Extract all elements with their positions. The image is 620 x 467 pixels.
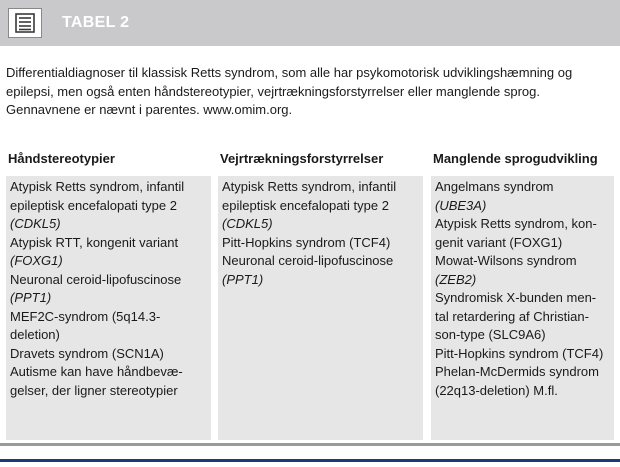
list-item: (22q13-deletion) M.fl. xyxy=(435,382,558,398)
list-item: Autisme kan have håndbevæ- xyxy=(10,364,183,379)
column-haandstereotypier xyxy=(6,150,185,398)
list-item: epileptisk encefalopati type 2 xyxy=(222,197,389,213)
table-header-bar xyxy=(0,0,620,46)
list-item: Neuronal ceroid-lipofuscinose xyxy=(10,271,182,287)
list-item: Pitt-Hopkins syndrom (TCF4) xyxy=(435,345,604,361)
list-item: Atypisk Retts syndrom, kon- xyxy=(435,216,597,231)
bottom-divider xyxy=(0,443,620,446)
list-item: MEF2C-syndrom (5q14.3- xyxy=(10,308,161,324)
list-item: Atypisk Retts syndrom, infantil xyxy=(10,179,185,194)
list-item: (CDKL5) xyxy=(10,216,61,231)
table-label: TABEL 2 xyxy=(62,14,130,31)
column-heading: Manglende sprogudvikling xyxy=(433,151,598,166)
list-item: Phelan-McDermids syndrom xyxy=(435,364,599,379)
column-heading: Håndstereotypier xyxy=(8,151,115,166)
list-item: (ZEB2) xyxy=(435,271,477,287)
column-vejrtraekningsforstyrrelser xyxy=(218,150,397,287)
list-item: Atypisk RTT, kongenit variant xyxy=(10,234,179,250)
list-item: genit variant (FOXG1) xyxy=(435,234,563,250)
list-item: gelser, der ligner stereotypier xyxy=(10,382,178,398)
table-caption: Differentialdiagnoser til klassisk Retts syndrom, som alle har psykomotorisk udviklingshæmning og epilepsi, men også enten håndstereotypier, vejrtrækningsforstyrrelser eller manglende sprog. Gennavnene er nævnt i parentes. www.omim.org. xyxy=(6,65,573,117)
column-body xyxy=(6,176,211,440)
list-item: Angelmans syndrom xyxy=(435,179,554,194)
list-item: (CDKL5) xyxy=(222,216,273,231)
list-item: (PPT1) xyxy=(10,290,52,305)
list-item: (PPT1) xyxy=(222,271,264,287)
column-body xyxy=(218,176,423,440)
list-item: Pitt-Hopkins syndrom (TCF4) xyxy=(222,234,391,250)
list-item: Dravets syndrom (SCN1A) xyxy=(10,345,164,361)
document-icon xyxy=(8,8,42,38)
list-item: (UBE3A) xyxy=(435,197,487,213)
list-item: Atypisk Retts syndrom, infantil xyxy=(222,179,397,194)
column-body xyxy=(431,176,614,440)
list-item: son-type (SLC9A6) xyxy=(435,327,546,342)
list-item: deletion) xyxy=(10,327,60,342)
list-item: Neuronal ceroid-lipofuscinose xyxy=(222,253,394,268)
column-manglende-sprogudvikling xyxy=(431,150,604,398)
list-item: (FOXG1) xyxy=(10,253,63,268)
list-item: tal retardering af Christian- xyxy=(435,308,589,324)
column-heading: Vejrtrækningsforstyrrelser xyxy=(220,151,384,166)
list-item: Mowat-Wilsons syndrom xyxy=(435,253,577,268)
bottom-accent-rule xyxy=(0,459,620,462)
list-item: epileptisk encefalopati type 2 xyxy=(10,197,177,213)
list-item: Syndromisk X-bunden men- xyxy=(435,290,597,305)
